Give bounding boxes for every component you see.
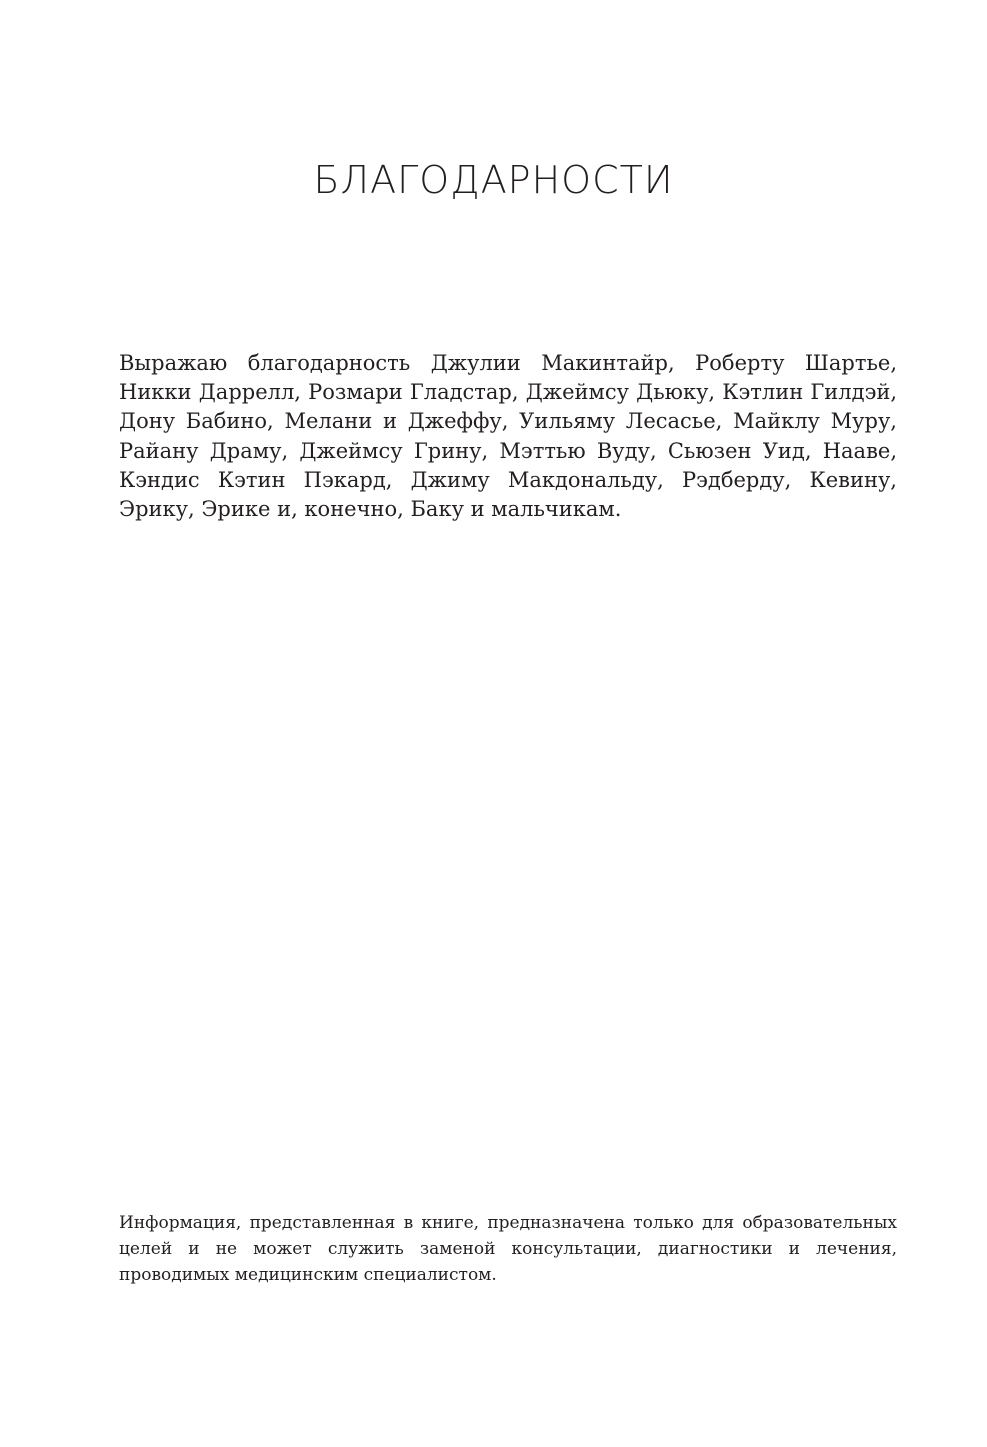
acknowledgements-paragraph: Выражаю благодарность Джулии Макинтайр, Роберту Шартье, Никки Даррелл, Розмари Гладстар, Джеймсу Дьюку, Кэтлин Гилдэй, Дону Бабино, Мелани и Джеффу, Уильяму Лесасье, Майклу Муру, Райану Драму, Джеймсу Грину, Мэттью Вуду, Сьюзен Уид, Нааве, Кэндис Кэтин Пэкард, Джиму Макдональду, Рэдберду, Кевину, Эрику, Эрике и, конечно, Баку и мальчикам. bbox=[119, 351, 897, 522]
page-title: БЛАГОДАРНОСТИ bbox=[313, 158, 674, 202]
disclaimer-paragraph: Информация, представленная в книге, предназначена только для образовательных целей и не может служить заменой консультации, диагностики и лечения, проводимых медицинским специалистом. bbox=[119, 1213, 897, 1285]
